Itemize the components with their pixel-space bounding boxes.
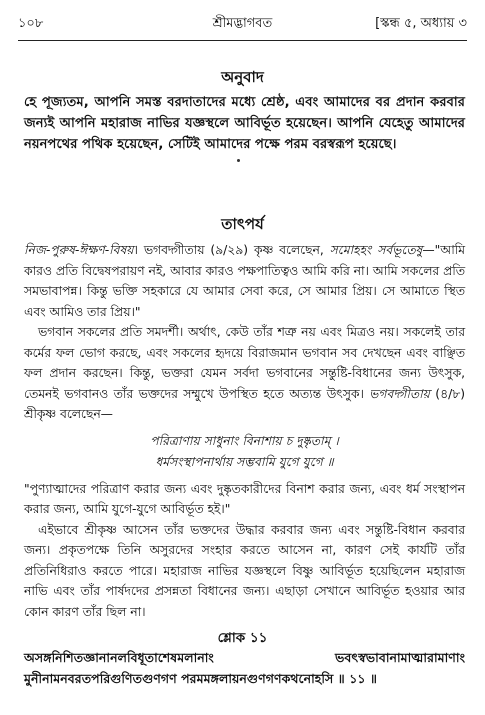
translation-heading: অনুবাদ <box>221 68 264 86</box>
purport-paragraph-1 <box>24 240 465 322</box>
purport-body <box>24 240 465 622</box>
stray-dot <box>237 159 240 162</box>
verse-text: অসঙ্গনিশিতজ্ঞানানলবিধূতাশেষমলানাং ভবৎস্বভাবানামাত্মারামাণাং মুনীনামনবরতপরিগুণিতগুণগণ পরমমঙ্গলায়নগুণগণকথনোহসি ॥ ১১ ॥ <box>24 650 465 686</box>
page-number: ১০৮ <box>18 16 44 31</box>
purport-heading: তাৎপর্য <box>221 215 264 233</box>
purport-paragraph-2 <box>24 322 465 425</box>
book-reference: ভগবদ্গীতায় <box>369 386 430 401</box>
sanskrit-phrase: সমোহহং সর্বভূতেষু <box>329 243 423 257</box>
quote-line-1: পরিত্রাণায় সাধুনাং বিনাশায় চ দুষ্কৃতাম্‌ । <box>150 433 339 448</box>
purport-paragraph-3: "পুণ্যাত্মাদের পরিত্রাণ করার জন্য এবং দুষ্কৃতকারীদের বিনাশ করার জন্য, এবং ধর্ম সংস্থাপন করার জন্য, আমি যুগে-যুগে আবির্ভূত হই।" <box>24 481 465 516</box>
page-header <box>18 14 467 34</box>
sanskrit-quote <box>24 431 465 473</box>
verse-number: শ্লোক ১১ <box>217 630 268 646</box>
purport-text: (৪/৮) শ্রীকৃষ্ণ বলেছেন— <box>24 386 466 421</box>
purport-reference: নিজ-পুরুষ-ঈক্ষণ-বিষয় <box>24 243 134 257</box>
purport-text: ভগবান সকলের প্রতি সমদর্শী। অর্থাৎ, কেউ তাঁর শত্রু নয় এবং মিত্রও নয়। সকলেই তার কর্মের ফল ভোগ করছে, এবং সকলের হৃদয়ে বিরাজমান ভগবান সব দেখছেন এবং বাঞ্ছিত ফল প্রদান করছেন। কিন্তু, ভক্তরা যেমন সর্বদা ভগবানের সন্তুষ্টি-বিধানের জন্য উৎসুক, তেমনই ভগবানও তাঁর ভক্তদের সম্মুখে উপস্থিত হতে অত্যন্ত উৎসুক। <box>24 325 465 401</box>
purport-paragraph-4: এইভাবে শ্রীকৃষ্ণ আসেন তাঁর ভক্তদের উদ্ধার করবার জন্য এবং সন্তুষ্টি-বিধান করবার জন্য। প্রকৃতপক্ষে তিনি অসুরদের সংহার করতে আসেন না, কারণ সেই কার্যটি তাঁর প্রতিনিধিরাও করতে পারে। মহারাজ নাভির যজ্ঞস্থলে বিষ্ণু আবির্ভূত হয়েছিলেন মহারাজ নাভি এবং তাঁর পার্ষদদের প্রসন্নতা বিধানের জন্য। এছাড়া সেখানে আবির্ভূত হওয়ার আর কোন কারণ তাঁর ছিল না। <box>24 522 465 619</box>
translation-text: হে পূজ্যতম, আপনি সমস্ত বরদাতাদের মধ্যে শ্রেষ্ঠ, এবং আমাদের বর প্রদান করবার জন্যই আপনি মহারাজ নাভির যজ্ঞস্থলে আবির্ভূত হয়েছেন। আপনি যেহেতু আমাদের নয়নপথের পথিক হয়েছেন, সেটিই আমাদের পক্ষে পরম বরস্বরূপ হয়েছে। <box>24 95 465 152</box>
purport-text: । ভগবদ্গীতায় (৯/২৯) কৃষ্ণ বলেছেন, <box>133 243 330 257</box>
header-divider <box>18 40 467 41</box>
quote-line-2: ধর্মসংস্থাপনার্থায় সম্ভবামি যুগে যুগে ॥ <box>155 454 334 469</box>
chapter-reference: [স্কন্ধ ৫, অধ্যায় ৩ <box>375 16 467 31</box>
book-title: শ্রীমদ্ভাগবত <box>212 16 273 31</box>
purport-text: —"আমি কারও প্রতি বিদ্বেষপরায়ণ নই, আবার কারও পক্ষপাতিত্বও আমি করি না। আমি সকলের প্রতি সমভাবাপন্ন। কিন্তু ভক্তি সহকারে যে আমার সেবা করে, সে আমার প্রিয়। সে আমাতে স্থিত এবং আমিও তার প্রিয়।" <box>24 243 465 319</box>
